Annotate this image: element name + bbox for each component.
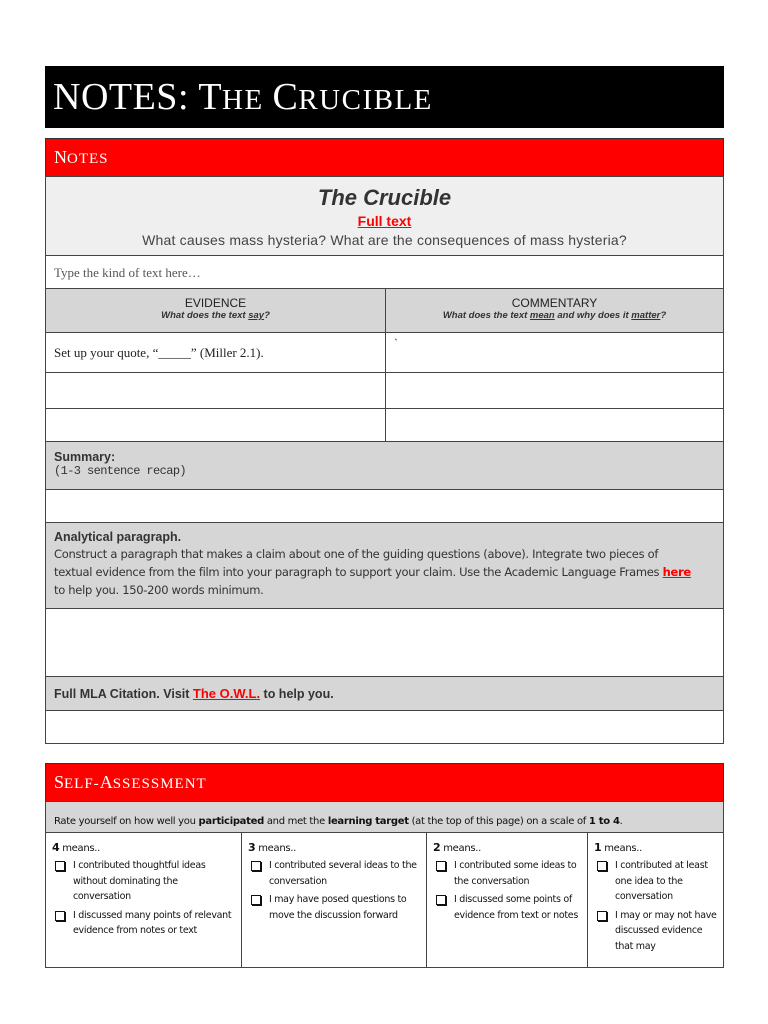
page-title-bar — [45, 66, 724, 128]
checkbox-icon[interactable] — [251, 895, 261, 905]
commentary-cell-3[interactable] — [385, 408, 724, 442]
rubric-column-2: 2 means.. I contributed some ideas to the conversation I discussed some points of evidence from text or notes — [426, 832, 588, 968]
commentary-cell-1[interactable]: ` — [385, 332, 724, 373]
commentary-column-header: COMMENTARY What does the text mean and why does it matter? — [385, 288, 724, 333]
rubric-column-4: 4 means.. I contributed thoughtful ideas without dominating the conversation I discussed many points of relevant evidence from notes or text — [45, 832, 242, 968]
rubric-item: I discussed some points of evidence from text or notes — [433, 892, 581, 923]
rubric-item: I may have posed questions to move the discussion forward — [248, 892, 420, 923]
checkbox-icon[interactable] — [55, 861, 65, 871]
rubric-item: I may or may not have discussed evidence that may — [594, 908, 717, 955]
page-title: NOTES: THE CRUCIBLE — [53, 76, 433, 118]
rubric-item: I contributed thoughtful ideas without dominating the conversation — [52, 858, 235, 905]
guiding-question: What causes mass hysteria? What are the consequences of mass hysteria? — [142, 232, 627, 248]
self-assessment-instructions: Rate yourself on how well you participated and met the learning target (at the top of this page) on a scale of 1 to 4. — [45, 801, 724, 833]
evidence-column-header: EVIDENCE What does the text say? — [45, 288, 386, 333]
rubric-column-1: 1 means.. I contributed at least one idea to the conversation I may or may not have discussed evidence that may — [587, 832, 724, 968]
text-kind-field[interactable] — [45, 255, 724, 289]
checkbox-icon[interactable] — [597, 861, 607, 871]
rubric-item: I contributed some ideas to the conversation — [433, 858, 581, 889]
evidence-cell-3[interactable] — [45, 408, 386, 442]
owl-link[interactable]: The O.W.L. — [192, 686, 261, 701]
checkbox-icon[interactable] — [251, 861, 261, 871]
evidence-cell-1[interactable]: Set up your quote, “_____” (Miller 2.1). — [45, 332, 386, 373]
rubric-column-3: 3 means.. I contributed several ideas to the conversation I may have posed questions to move the discussion forward — [241, 832, 427, 968]
commentary-cell-2[interactable] — [385, 372, 724, 409]
checkbox-icon[interactable] — [436, 895, 446, 905]
rubric-item: I contributed at least one idea to the conversation — [594, 858, 717, 905]
citation-field[interactable] — [45, 710, 724, 744]
work-title: The Crucible — [317, 185, 452, 210]
citation-header: Full MLA Citation. Visit The O.W.L. to help you. — [45, 676, 724, 711]
analytical-paragraph-field[interactable] — [45, 608, 724, 677]
full-text-link[interactable]: Full text — [357, 213, 412, 229]
summary-field[interactable] — [45, 489, 724, 523]
checkbox-icon[interactable] — [55, 911, 65, 921]
self-assessment-header: SELF-ASSESSMENT — [45, 763, 724, 802]
checkbox-icon[interactable] — [597, 911, 607, 921]
language-frames-link[interactable]: here — [662, 565, 691, 579]
evidence-cell-2[interactable] — [45, 372, 386, 409]
rubric-item: I contributed several ideas to the conversation — [248, 858, 420, 889]
checkbox-icon[interactable] — [436, 861, 446, 871]
intro-box — [45, 176, 724, 256]
notes-section-header: NOTES — [45, 138, 724, 177]
text-kind-placeholder: Type the kind of text here… — [54, 265, 201, 280]
analytical-paragraph-header: Analytical paragraph. Construct a paragraph that makes a claim about one of the guiding questions (above). Integrate two pieces of textual evidence from the film into your paragraph to support your claim. Use the Academic Language Frames here to help you. 150-200 words minimum. — [45, 522, 724, 609]
rubric-item: I discussed many points of relevant evidence from notes or text — [52, 908, 235, 939]
summary-header: Summary: (1-3 sentence recap) — [45, 441, 724, 490]
